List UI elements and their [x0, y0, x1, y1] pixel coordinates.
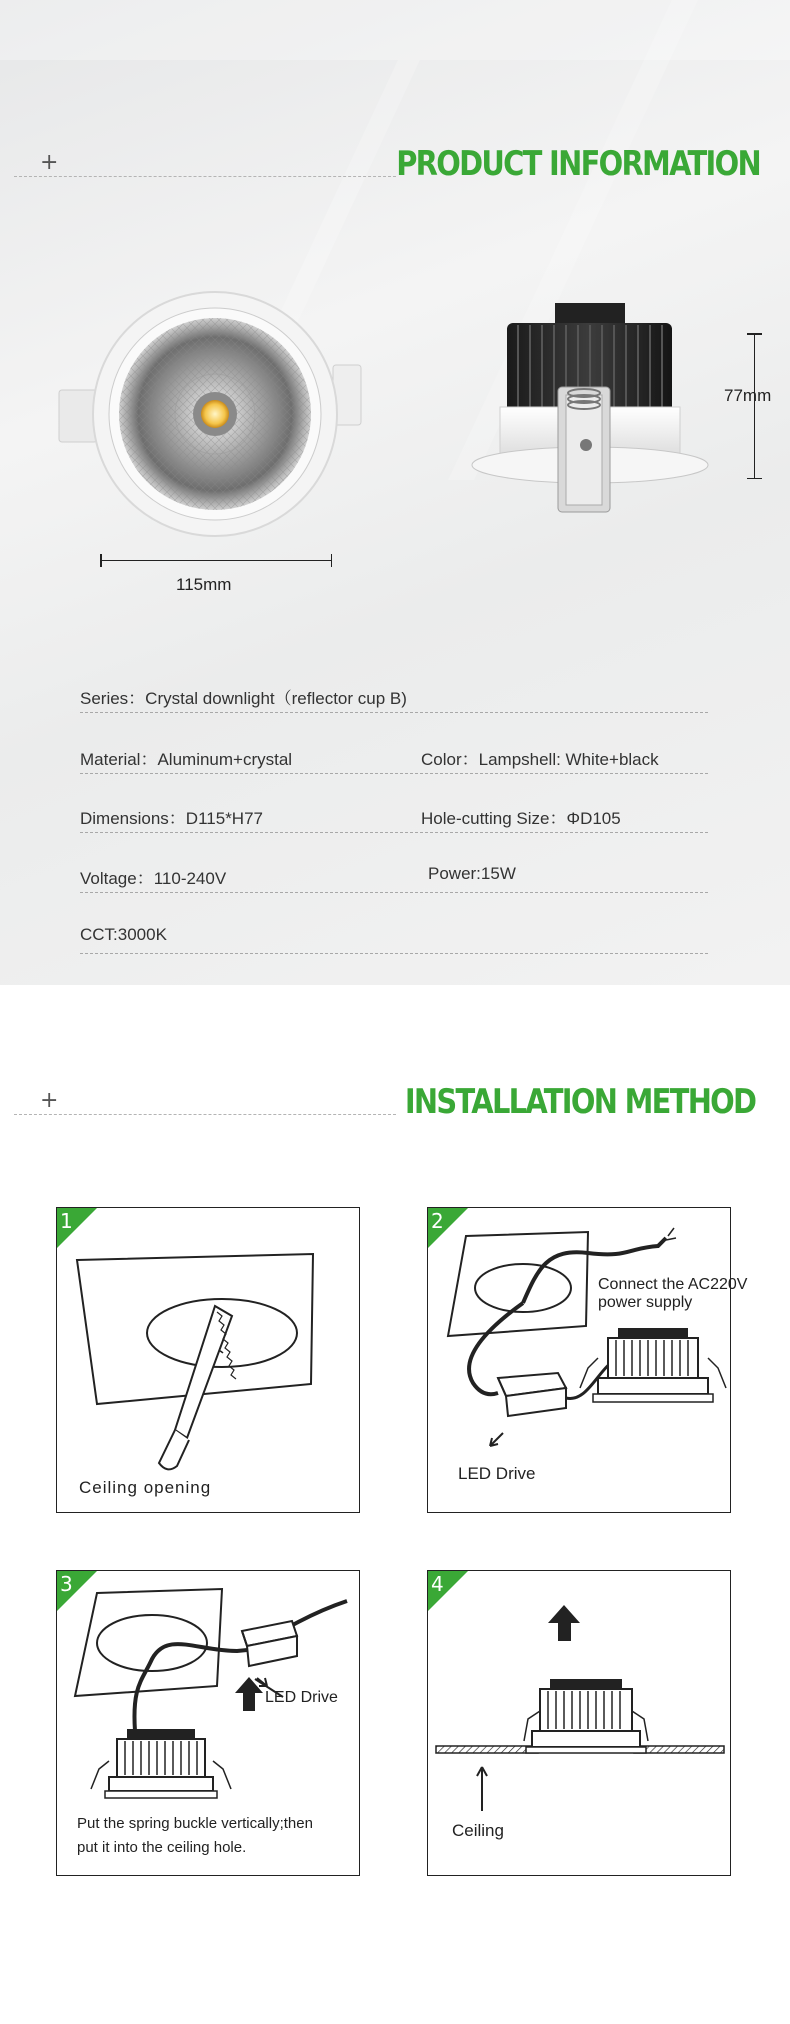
plus-icon: +	[40, 1088, 59, 1113]
product-section-header	[0, 140, 790, 200]
step-3-drive-caption: LED Drive	[265, 1689, 338, 1706]
spec-color: Color：Lampshell: White+black	[421, 750, 659, 769]
spec-row	[80, 925, 708, 954]
height-dimension-label: 77mm	[724, 386, 772, 405]
install-step-2	[427, 1207, 748, 1513]
step-1-caption: Ceiling opening	[79, 1478, 212, 1497]
width-dimension-label: 115mm	[176, 575, 232, 594]
height-dimension-line	[754, 333, 755, 479]
installation-section-header	[0, 1078, 790, 1138]
installation-section-title: INSTALLATION METHOD	[404, 1082, 755, 1122]
downlight-side-image	[470, 295, 715, 530]
plus-icon: +	[40, 150, 59, 175]
width-dimension-line	[100, 560, 332, 561]
step-2-power-caption: Connect the AC220V	[598, 1276, 748, 1293]
spec-cct: CCT:3000K	[80, 925, 167, 944]
header-divider	[14, 1114, 396, 1115]
install-step-3	[56, 1570, 360, 1876]
spec-row	[80, 804, 708, 833]
step-number: 2	[431, 1209, 444, 1233]
spec-row	[80, 864, 708, 893]
spec-voltage: Voltage：110-240V	[80, 869, 227, 888]
step-number: 4	[431, 1572, 444, 1596]
install-step-1	[56, 1207, 360, 1513]
header-divider	[14, 176, 396, 177]
step-2-drive-caption: LED Drive	[458, 1464, 536, 1483]
product-information-section	[0, 0, 790, 985]
spec-series: Series：Crystal downlight（reflector cup B)	[80, 689, 407, 708]
spec-material: Material：Aluminum+crystal	[80, 750, 293, 769]
spec-row	[80, 684, 708, 713]
spec-power: Power:15W	[428, 864, 516, 883]
step-number: 3	[60, 1572, 73, 1596]
step-4-caption: Ceiling	[452, 1821, 504, 1840]
step-number: 1	[60, 1209, 73, 1233]
step-3-caption-line-2: put it into the ceiling hole.	[77, 1839, 247, 1856]
install-step-4	[427, 1570, 731, 1876]
spec-dimensions: Dimensions：D115*H77	[80, 809, 263, 828]
product-section-title: PRODUCT INFORMATION	[396, 144, 760, 184]
step-2-power-caption-2: power supply	[598, 1294, 693, 1311]
step-3-caption-line-1: Put the spring buckle vertically;then	[77, 1815, 313, 1832]
ceiling-saw-illustration	[57, 1208, 359, 1512]
spec-hole-cutting: Hole-cutting Size：ΦD105	[421, 809, 621, 828]
downlight-front-image	[55, 280, 370, 540]
spec-row	[80, 745, 708, 774]
